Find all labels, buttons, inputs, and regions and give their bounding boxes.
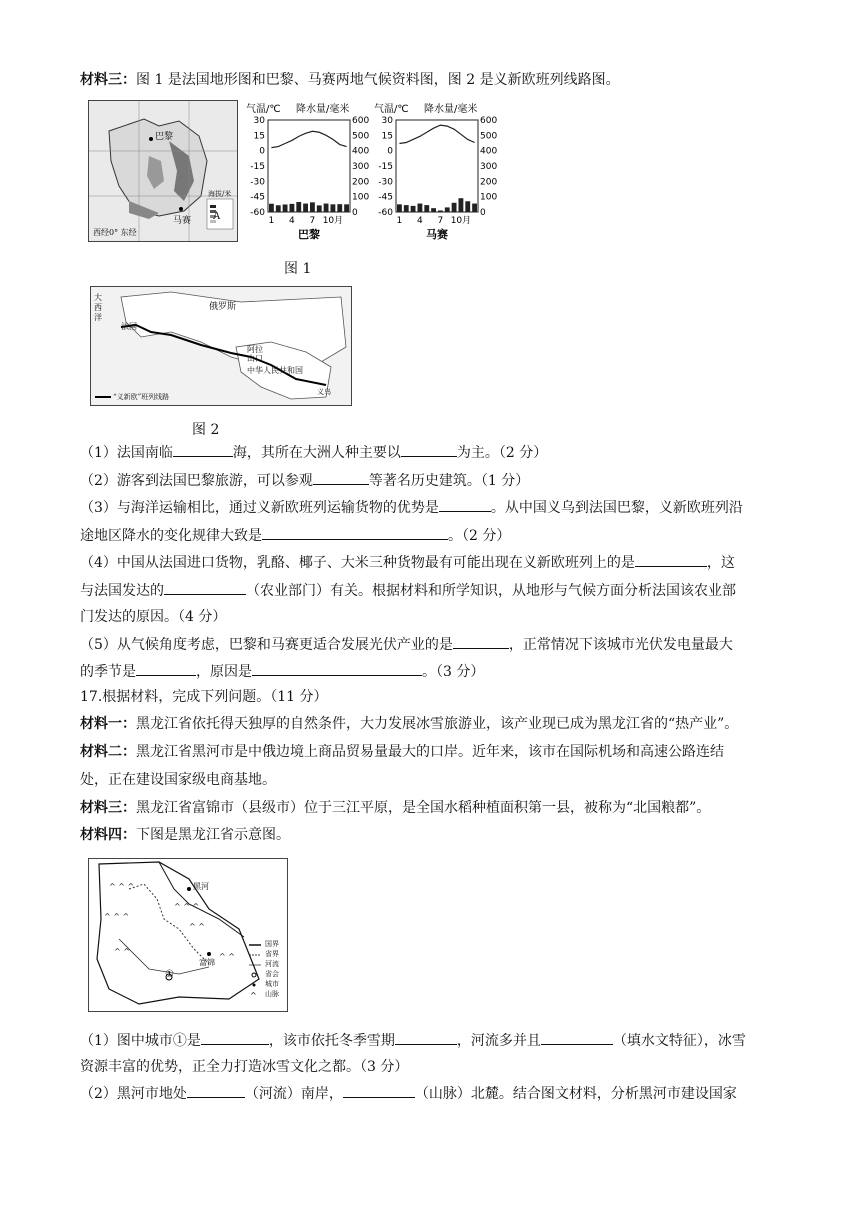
temp-line xyxy=(399,125,474,143)
precip-bar xyxy=(424,205,429,212)
map2-ocean: 大西洋 xyxy=(94,293,102,322)
precip-bar xyxy=(411,206,416,212)
precip-tick-label: 400 xyxy=(480,146,498,157)
month-tick-label: 7 xyxy=(309,216,316,226)
climate-chart-marseille xyxy=(374,100,500,244)
precip-tick-label: 500 xyxy=(480,131,498,142)
answer-blank[interactable] xyxy=(541,1030,613,1045)
material-label: 材料三： xyxy=(80,72,136,88)
temp-tick-label: 0 xyxy=(259,146,265,157)
map2-legend: “义新欧”班列线路 xyxy=(113,393,170,401)
material3-intro xyxy=(80,70,620,90)
map2-france: 法国 xyxy=(121,322,137,331)
map-legend: 国界 省界 河流 省会 城市 山脉 xyxy=(265,940,279,998)
city-label: 马赛 xyxy=(426,228,448,241)
precip-bar xyxy=(310,202,315,212)
temp-axis-label: 气温/℃ xyxy=(374,104,409,115)
precip-bar xyxy=(283,204,288,212)
precip-bar xyxy=(269,204,274,212)
month-tick-label: 7 xyxy=(437,216,444,226)
answer-blank[interactable] xyxy=(164,580,246,595)
precip-bar xyxy=(465,201,470,212)
q16-2: （2）游客到法国巴黎旅游，可以参观 等著名历史建筑。（1 分） xyxy=(80,470,529,491)
temp-line xyxy=(271,131,346,147)
precip-bar xyxy=(438,210,443,212)
map-legend-title: 海拔/米 xyxy=(208,190,232,198)
temp-tick-label: 15 xyxy=(253,131,265,142)
q16-3: （3）与海洋运输相比，通过义新欧班列运输货物的优势是 。从中国义乌到法国巴黎，义新欧班列沿 xyxy=(80,497,743,518)
q16-3-cont: 途地区降水的变化规律大致是 。（2 分） xyxy=(80,525,510,546)
q16-5: （5）从气候角度考虑，巴黎和马赛更适合发展光伏产业的是 ，正常情况下该城市光伏发电量最大 xyxy=(80,634,733,655)
month-tick-label: 10月 xyxy=(450,216,472,226)
precip-tick-label: 300 xyxy=(480,162,498,172)
precip-bar xyxy=(331,204,336,212)
map-marker-a: A xyxy=(213,211,221,222)
precip-axis-label: 降水量/毫米 xyxy=(424,104,478,115)
month-tick-label: 4 xyxy=(289,216,295,226)
climate-chart-paris xyxy=(246,100,372,244)
precip-bar xyxy=(296,202,301,212)
plot-frame xyxy=(268,120,350,212)
precip-bar xyxy=(290,204,295,212)
map-fujin: 富锦 xyxy=(199,958,215,967)
precip-bar xyxy=(337,204,342,212)
answer-blank[interactable] xyxy=(313,470,369,485)
temp-tick-label: -60 xyxy=(250,208,265,218)
month-tick-label: 4 xyxy=(417,216,423,226)
temp-tick-label: -45 xyxy=(250,192,265,203)
precip-tick-label: 200 xyxy=(352,177,370,188)
precip-tick-label: 600 xyxy=(352,116,370,126)
precip-axis-label: 降水量/毫米 xyxy=(296,104,350,115)
precip-bar xyxy=(431,208,436,212)
precip-bar xyxy=(317,205,322,212)
temp-tick-label: 0 xyxy=(387,146,393,157)
svg-text:^ ^ ^: ^ ^ ^ xyxy=(174,902,200,911)
q17-2: （2）黑河市地处 （河流）南岸， （山脉）北麓。结合图文材料，分析黑河市建设国家 xyxy=(80,1083,737,1104)
temp-tick-label: 30 xyxy=(253,116,265,126)
q17-1: （1）图中城市①是 ，该市依托冬季雪期 ，河流多并且 （填水文特征），冰雪 xyxy=(80,1030,746,1051)
precip-bar xyxy=(397,204,402,212)
temp-tick-label: 30 xyxy=(381,116,393,126)
svg-text:^: ^ xyxy=(250,991,257,1000)
temp-tick-label: -60 xyxy=(378,208,393,218)
map2-china: 中华人民共和国 xyxy=(247,366,303,375)
precip-bar xyxy=(404,205,409,212)
answer-blank[interactable] xyxy=(136,661,196,676)
city-label: 巴黎 xyxy=(298,228,320,241)
q16-4: （4）中国从法国进口货物，乳酪、椰子、大米三种货物最有可能出现在义新欧班列上的是 ，这 xyxy=(80,552,735,573)
france-terrain-map xyxy=(88,100,238,242)
svg-text:^ ^: ^ ^ xyxy=(219,952,235,961)
temp-axis-label: 气温/℃ xyxy=(246,104,281,115)
temp-tick-label: -30 xyxy=(378,177,393,188)
answer-blank[interactable] xyxy=(173,442,233,457)
map-label-paris: 巴黎 xyxy=(155,132,174,142)
precip-bar xyxy=(445,207,450,212)
heilongjiang-map xyxy=(88,858,288,1012)
map2-yiwu: 义乌 xyxy=(317,388,331,396)
material17-2: 材料二：黑龙江省黑河市是中俄边境上商品贸易量最大的口岸。近年来，该市在国际机场和高速公路连结 xyxy=(80,744,724,760)
q17-1-cont: 资源丰富的优势，正全力打造冰雪文化之都。（3 分） xyxy=(80,1059,409,1075)
precip-bar xyxy=(276,205,281,212)
precip-bar xyxy=(459,198,464,212)
map2-pass: 阿拉山口 xyxy=(247,345,263,363)
map-label-lon: 西经0° 东经 xyxy=(93,228,137,237)
temp-tick-label: -30 xyxy=(250,177,265,188)
yixinou-route-map xyxy=(90,286,352,406)
svg-text:^ ^ ^: ^ ^ ^ xyxy=(104,912,130,921)
precip-bar xyxy=(324,204,329,212)
answer-blank[interactable] xyxy=(395,1030,457,1045)
precip-tick-label: 500 xyxy=(352,131,370,142)
month-tick-label: 1 xyxy=(268,216,275,226)
precip-tick-label: 200 xyxy=(480,177,498,188)
map-label-marseille: 马赛 xyxy=(173,216,192,226)
precip-tick-label: 100 xyxy=(352,192,370,203)
precip-tick-label: 400 xyxy=(352,146,370,157)
answer-blank[interactable] xyxy=(262,525,448,540)
precip-bar xyxy=(452,203,457,212)
map2-russia: 俄罗斯 xyxy=(209,302,237,312)
answer-blank[interactable] xyxy=(252,661,422,676)
month-tick-label: 1 xyxy=(396,216,403,226)
material17-3: 材料三：黑龙江省富锦市（县级市）位于三江平原，是全国水稻种植面积第一县，被称为“北国粮都”。 xyxy=(80,800,711,816)
precip-bar xyxy=(303,204,308,212)
precip-tick-label: 0 xyxy=(352,208,358,218)
q16-4-cont: 与法国发达的 （农业部门）有关。根据材料和所学知识，从地形与气候方面分析法国该农业部 xyxy=(80,580,736,601)
q16-5-cont: 的季节是 ，原因是 。（3 分） xyxy=(80,661,484,682)
figure1-caption: 图 1 xyxy=(284,261,312,277)
material17-1: 材料一：黑龙江省依托得天独厚的自然条件，大力发展冰雪旅游业，该产业现已成为黑龙江省的“热产业”。 xyxy=(80,716,739,732)
answer-blank[interactable] xyxy=(439,497,491,512)
answer-blank[interactable] xyxy=(635,552,707,567)
answer-blank[interactable] xyxy=(453,634,509,649)
map-heihe: 黑河 xyxy=(193,882,209,891)
material-text: 图 1 是法国地形图和巴黎、马赛两地气候资料图，图 2 是义新欧班列线路图。 xyxy=(136,72,620,88)
precip-bar xyxy=(472,204,477,212)
precip-tick-label: 600 xyxy=(480,116,498,126)
precip-bar xyxy=(418,204,423,212)
answer-blank[interactable] xyxy=(201,1030,269,1045)
precip-bar xyxy=(344,204,349,212)
month-tick-label: 10月 xyxy=(322,216,344,226)
answer-blank[interactable] xyxy=(343,1083,415,1098)
figure2-caption: 图 2 xyxy=(192,422,220,438)
plot-frame xyxy=(396,120,478,212)
temp-tick-label: -15 xyxy=(250,162,265,172)
svg-text:^ ^: ^ ^ xyxy=(189,922,205,931)
material17-4: 材料四：下图是黑龙江省示意图。 xyxy=(80,827,290,843)
answer-blank[interactable] xyxy=(187,1083,245,1098)
svg-text:^ ^: ^ ^ xyxy=(114,947,130,956)
svg-text:^ ^ ^: ^ ^ ^ xyxy=(109,882,135,891)
precip-tick-label: 300 xyxy=(352,162,370,172)
temp-tick-label: -45 xyxy=(378,192,393,203)
q16-4-end: 门发达的原因。（4 分） xyxy=(80,609,227,625)
map-marker-1: ① xyxy=(165,969,174,980)
material17-2-cont: 处，正在建设国家级电商基地。 xyxy=(80,772,276,788)
q16-1: （1）法国南临 海，其所在大洲人种主要以 为主。（2 分） xyxy=(80,442,547,463)
temp-tick-label: 15 xyxy=(381,131,393,142)
precip-tick-label: 100 xyxy=(480,192,498,203)
precip-tick-label: 0 xyxy=(480,208,486,218)
answer-blank[interactable] xyxy=(401,442,457,457)
temp-tick-label: -15 xyxy=(378,162,393,172)
q17-title: 17.根据材料，完成下列问题。（11 分） xyxy=(80,689,328,705)
